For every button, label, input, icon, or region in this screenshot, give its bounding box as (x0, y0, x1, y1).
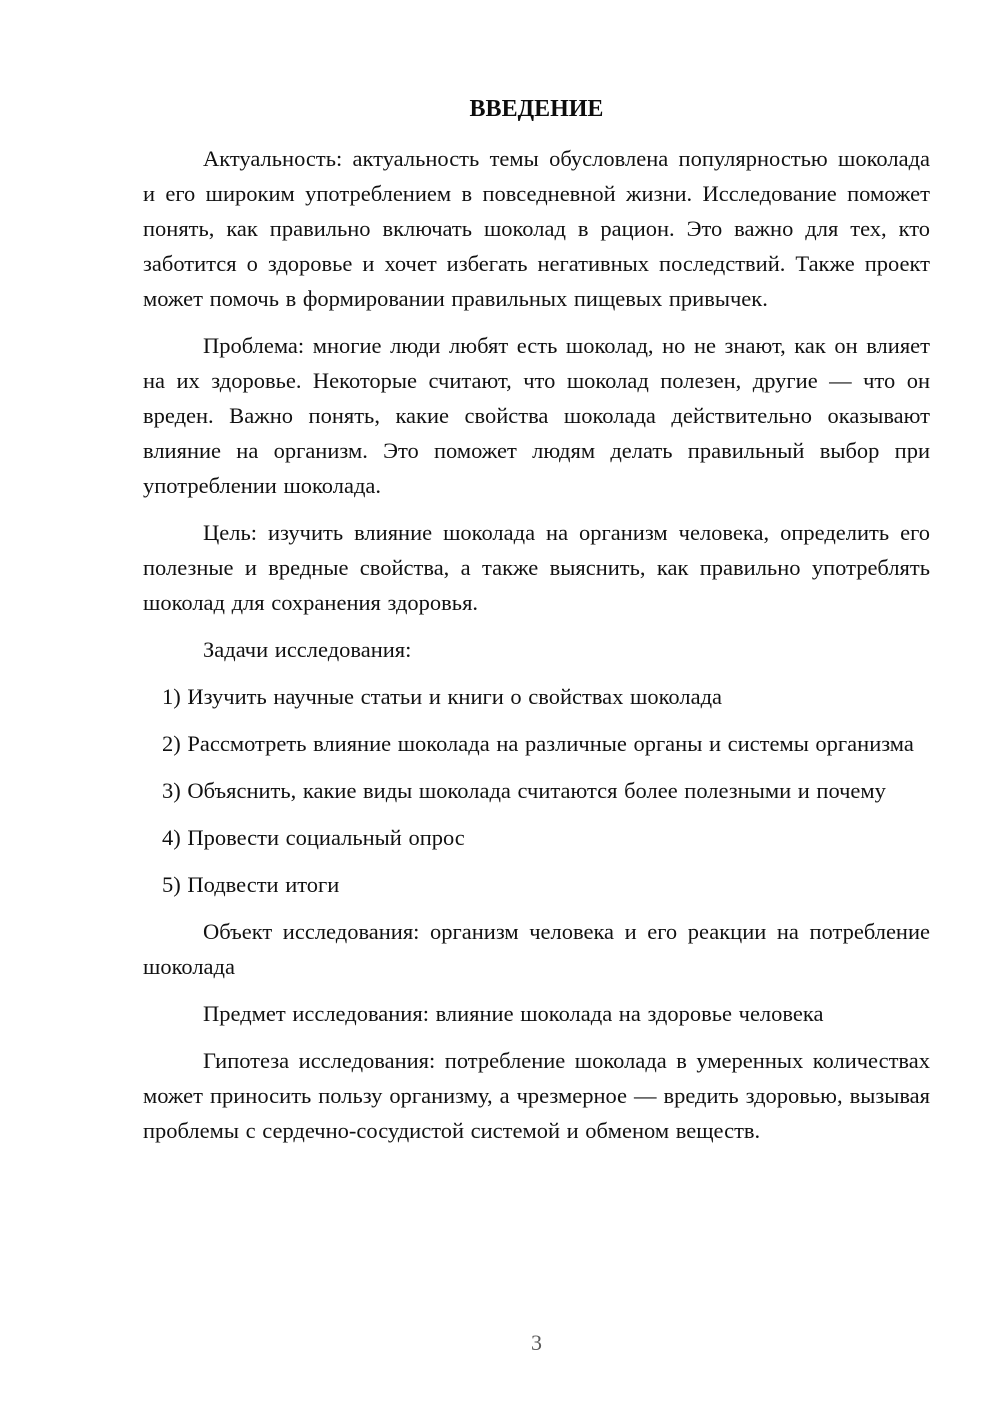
document-body (143, 92, 930, 1160)
task-item-2: 2) Рассмотреть влияние шоколада на различные органы и системы организма (162, 731, 914, 756)
task-item-4: 4) Провести социальный опрос (162, 825, 465, 850)
task-item-1: 1) Изучить научные статьи и книги о свойствах шоколада (162, 684, 723, 709)
page-title: ВВЕДЕНИЕ (469, 96, 604, 122)
paragraph-tasks-heading: Задачи исследования: (203, 637, 412, 662)
task-item-5: 5) Подвести итоги (162, 872, 340, 897)
page-number: 3 (531, 1330, 542, 1355)
paragraph-relevance: Актуальность: актуальность темы обусловлена популярностью шоколада и его широким употреблением в повседневной жизни. Исследование поможет понять, как правильно включать шоколад в рацион. Это важно для тех, кто заботится о здоровье и хочет избегать негативных последствий. Также проект может помочь в формировании правильных пищевых привычек. (143, 146, 930, 311)
paragraph-subject: Предмет исследования: влияние шоколада на здоровье человека (203, 1001, 824, 1026)
paragraph-goal: Цель: изучить влияние шоколада на организм человека, определить его полезные и вредные свойства, а также выяснить, как правильно употреблять шоколад для сохранения здоровья. (143, 520, 930, 615)
paragraph-hypothesis: Гипотеза исследования: потребление шоколада в умеренных количествах может приносить пользу организму, а чрезмерное — вредить здоровью, вызывая проблемы с сердечно-сосудистой системой и обменом веществ. (143, 1048, 930, 1143)
paragraph-object: Объект исследования: организм человека и его реакции на потребление шоколада (143, 919, 930, 979)
paragraph-problem: Проблема: многие люди любят есть шоколад, но не знают, как он влияет на их здоровье. Некоторые считают, что шоколад полезен, другие — что он вреден. Важно понять, какие свойства шоколада действительно оказывают влияние на организм. Это поможет людям делать правильный выбор при употреблении шоколада. (143, 333, 930, 498)
task-item-3: 3) Объяснить, какие виды шоколада считаются более полезными и почему (162, 778, 886, 803)
